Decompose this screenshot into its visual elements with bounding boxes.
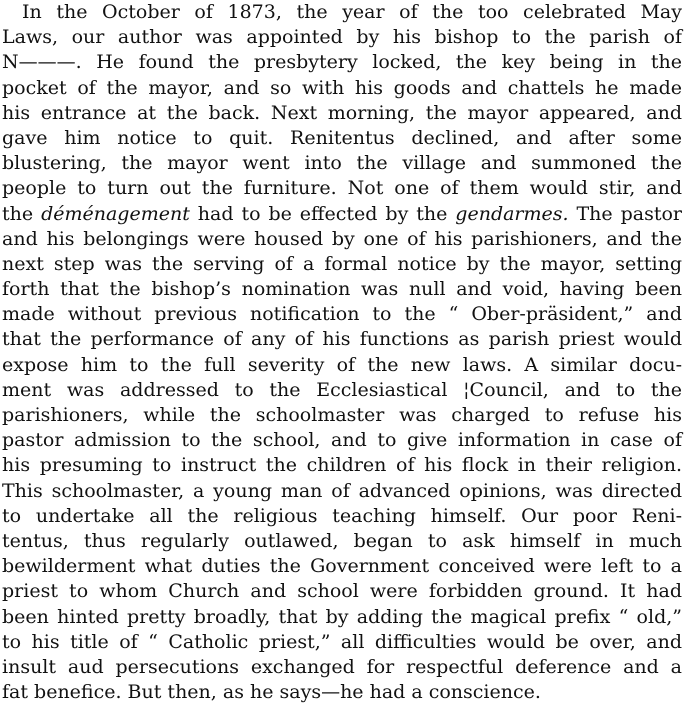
text-segment: bewilderment what duties the Government conceived were left to a: [2, 555, 682, 578]
text-segment: to undertake all the religious teaching himself. Our poor Reni-: [2, 504, 682, 527]
text-line: [2, 50, 682, 75]
text-segment: In the October of 1873, the year of the too celebrated May: [22, 1, 682, 23]
text-segment: pocket of the mayor, and so with his goods and chattels he made: [2, 76, 682, 99]
text-line: [2, 453, 682, 478]
text-segment: parishioners, while the schoolmaster was charged to refuse his: [2, 404, 682, 426]
text-line: [2, 680, 682, 705]
text-line: [2, 428, 682, 453]
text-line: [2, 25, 682, 50]
text-segment: fat benefice. But then, as he says—he had a conscience.: [2, 681, 541, 704]
text-line: [2, 479, 682, 504]
italic-text-segment: déménagement: [41, 202, 190, 225]
text-segment: tentus, thus regularly outlawed, began to ask himself in much: [2, 529, 682, 552]
text-line: [2, 605, 682, 630]
text-segment: insult aud persecutions exchanged for respectful deference and a: [2, 655, 682, 678]
text-segment: pastor admission to the school, and to give information in case of: [2, 429, 682, 452]
text-line: [2, 0, 682, 25]
text-line: [2, 327, 682, 352]
text-line: [2, 579, 682, 604]
text-segment: ment was addressed to the Ecclesiastical ¦Council, and to the: [2, 378, 682, 401]
text-segment: and his belongings were housed by one of his parishioners, and the: [2, 227, 682, 250]
text-segment: blustering, the mayor went into the village and summoned the: [2, 152, 682, 175]
text-line: [2, 655, 682, 680]
text-line: [2, 277, 682, 302]
text-line: [2, 630, 682, 655]
text-segment: the: [2, 202, 42, 225]
text-line: [2, 302, 682, 327]
text-segment: Laws, our author was appointed by his bishop to the parish of: [2, 26, 682, 49]
text-segment: expose him to the full severity of the new laws. A similar docu-: [2, 353, 682, 376]
text-line: [2, 126, 682, 151]
text-segment: his entrance at the back. Next morning, the mayor appeared, and: [2, 101, 682, 124]
text-line: [2, 151, 682, 176]
text-line: [2, 378, 682, 403]
text-line: [2, 252, 682, 277]
body-paragraph: [2, 0, 682, 705]
text-line: [2, 101, 682, 126]
text-segment: forth that the bishop’s nomination was null and void, having been: [2, 278, 682, 301]
text-line: [2, 176, 682, 201]
text-segment: had to be effected by the: [189, 202, 456, 225]
text-line: [2, 202, 682, 227]
text-segment: This schoolmaster, a young man of advanced opinions, was directed: [2, 479, 682, 502]
text-line: [2, 504, 682, 529]
text-segment: N———. He found the presbytery locked, the key being in the: [2, 51, 682, 74]
text-line: [2, 227, 682, 252]
text-line: [2, 529, 682, 554]
italic-text-segment: gendarmes.: [455, 202, 569, 225]
text-segment: gave him notice to quit. Renitentus declined, and after some: [2, 126, 682, 149]
text-segment: been hinted pretty broadly, that by adding the magical prefix “ old,”: [2, 605, 682, 628]
text-segment: that the performance of any of his functions as parish priest would: [2, 328, 682, 351]
text-segment: priest to whom Church and school were forbidden ground. It had: [2, 580, 682, 603]
text-segment: his presuming to instruct the children of his flock in their religion.: [2, 454, 682, 477]
text-line: [2, 403, 682, 428]
text-segment: next step was the serving of a formal notice by the mayor, setting: [2, 252, 682, 275]
text-line: [2, 76, 682, 101]
text-segment: people to turn out the furniture. Not one of them would stir, and: [2, 177, 682, 200]
text-segment: to his title of “ Catholic priest,” all difficulties would be over, and: [2, 630, 682, 653]
text-line: [2, 554, 682, 579]
text-segment: The pastor: [568, 202, 683, 225]
text-line: [2, 353, 682, 378]
text-segment: made without previous notification to the “ Ober-präsident,” and: [2, 303, 682, 326]
